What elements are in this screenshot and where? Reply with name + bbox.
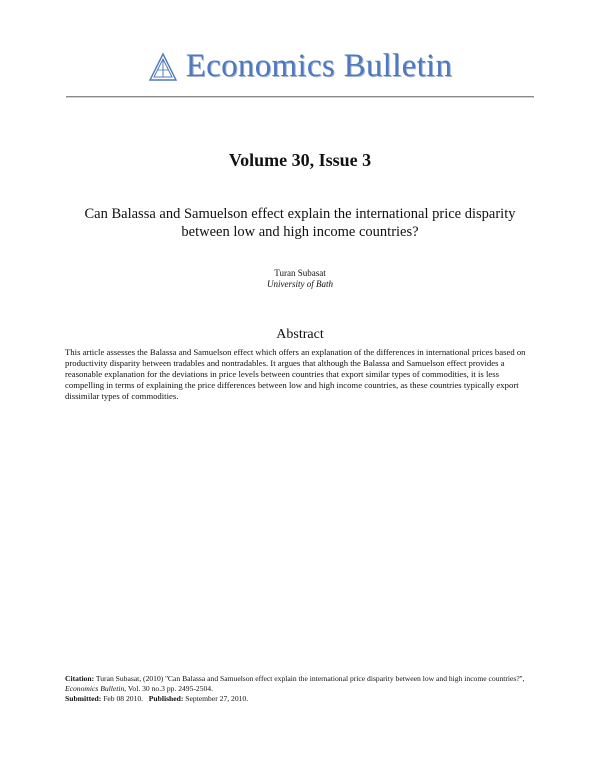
- submitted-label: Submitted:: [65, 694, 102, 703]
- citation-label: Citation:: [65, 674, 95, 683]
- published-date: September 27, 2010.: [183, 694, 249, 703]
- journal-name: Economics Bulletin: [185, 48, 453, 84]
- article-title: Can Balassa and Samuelson effect explain the international price disparity between low and high income countries?: [84, 206, 516, 240]
- citation-text-after: , Vol. 30 no.3 pp. 2495-2504.: [124, 684, 214, 693]
- citation-text-before: Turan Subasat, (2010) ''Can Balassa and Samuelson effect explain the international price disparity between low and high income countries?'',: [94, 674, 525, 683]
- volume-issue-heading: Volume 30, Issue 3: [228, 150, 372, 170]
- citation-journal: Economics Bulletin: [65, 684, 125, 693]
- author-affiliation: University of Bath: [267, 279, 333, 289]
- abstract-body: This article assesses the Balassa and Samuelson effect which offers an explanation of the differences in international prices based on productivity disparity between tradables and nontradables. It argues that although the Balassa and Samuelson effect provides a reasonable explanation for the deviations in price levels between countries that export similar types of commodities, it is less compelling in terms of explaining the price differences between low and high income countries, as these countries typically export dissimilar types of commodities.: [65, 347, 526, 401]
- abstract-heading: Abstract: [276, 327, 324, 342]
- citation-line: [65, 674, 535, 694]
- citation-block: [65, 674, 535, 704]
- published-label: Published:: [148, 694, 184, 703]
- submission-dates: [65, 694, 535, 704]
- masthead-divider: [66, 96, 534, 98]
- journal-masthead: [0, 48, 600, 85]
- submitted-date: Feb 08 2010.: [101, 694, 144, 703]
- triangle-logo-icon: [148, 52, 178, 82]
- author-block: [0, 268, 600, 290]
- author-name: Turan Subasat: [274, 268, 326, 278]
